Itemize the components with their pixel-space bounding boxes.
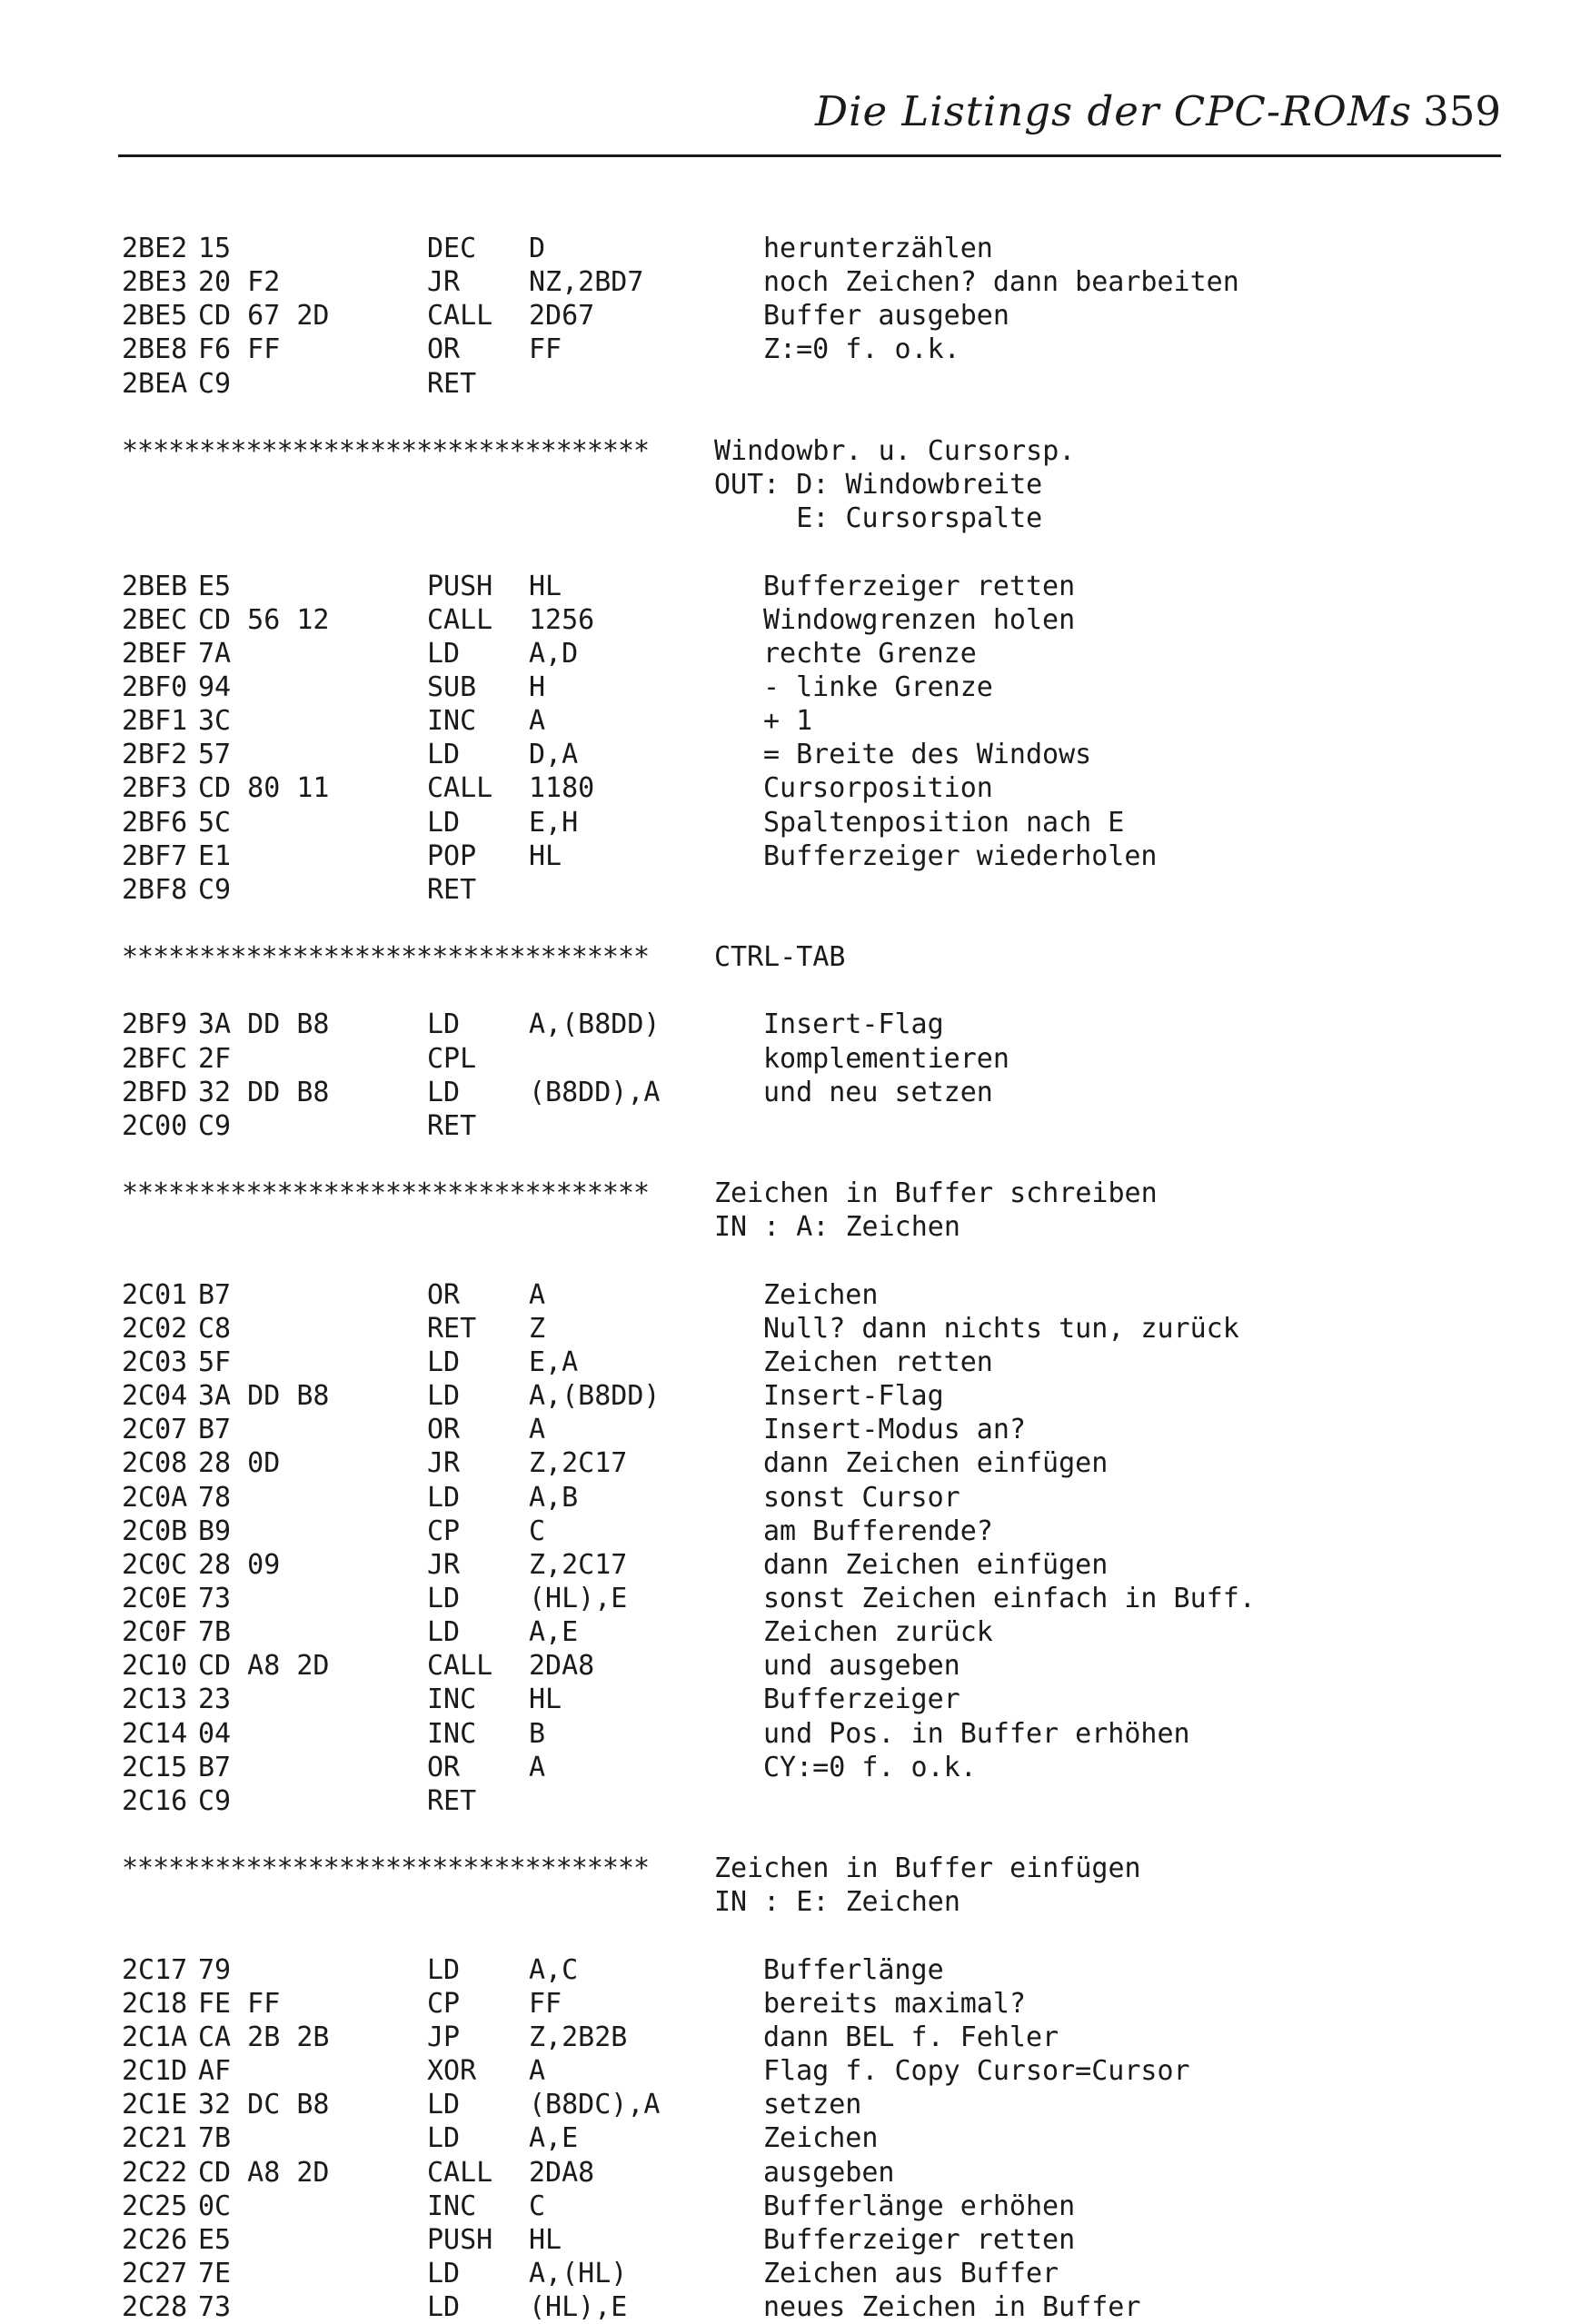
mnemonic: CALL — [427, 772, 493, 805]
comment: Bufferzeiger retten — [763, 2223, 1076, 2256]
code-line — [0, 806, 1591, 839]
mnemonic: CALL — [427, 603, 493, 636]
address: 2C16 — [122, 1784, 188, 1817]
opcode-bytes: CD A8 2D — [198, 1650, 330, 1683]
opcode-bytes: 7A — [198, 637, 232, 670]
section-header-line — [0, 1852, 1591, 1885]
opcode-bytes: 2F — [198, 1042, 232, 1075]
comment: Bufferlänge — [763, 1953, 944, 1986]
operand: D — [529, 233, 546, 264]
operand: 1256 — [529, 603, 595, 636]
comment: und ausgeben — [763, 1650, 960, 1683]
comment: ausgeben — [763, 2156, 895, 2189]
mnemonic: RET — [427, 1312, 477, 1345]
opcode-bytes: CD 67 2D — [198, 300, 330, 333]
comment: dann Zeichen einfügen — [763, 1447, 1109, 1480]
section-title: OUT: D: Windowbreite — [714, 469, 1043, 502]
comment: neues Zeichen in Buffer — [763, 2291, 1141, 2324]
mnemonic: LD — [427, 1380, 461, 1413]
code-line — [0, 2156, 1591, 2190]
mnemonic: LD — [427, 1076, 461, 1108]
operand: A — [529, 2055, 546, 2088]
operand: D,A — [529, 739, 579, 771]
mnemonic: POP — [427, 839, 477, 872]
mnemonic: LD — [427, 739, 461, 771]
section-header-line — [0, 502, 1591, 535]
operand: A,E — [529, 2122, 579, 2155]
comment: und neu setzen — [763, 1076, 993, 1108]
mnemonic: LD — [427, 1583, 461, 1614]
opcode-bytes: 5C — [198, 806, 232, 839]
operand: 2D67 — [529, 300, 595, 333]
mnemonic: SUB — [427, 670, 477, 703]
code-line — [0, 704, 1591, 738]
address: 2BEA — [122, 367, 188, 400]
section-title: Zeichen in Buffer einfügen — [714, 1852, 1141, 1885]
operand: Z,2C17 — [529, 1548, 628, 1581]
opcode-bytes: B9 — [198, 1515, 232, 1547]
code-line — [0, 232, 1591, 265]
code-line — [0, 570, 1591, 603]
comment: Insert-Flag — [763, 1380, 944, 1413]
mnemonic: INC — [427, 1683, 477, 1716]
mnemonic: CALL — [427, 1650, 493, 1683]
section-title: Zeichen in Buffer schreiben — [714, 1177, 1158, 1210]
opcode-bytes: CD 80 11 — [198, 772, 330, 805]
address: 2C0E — [122, 1583, 188, 1614]
operand: HL — [529, 2223, 562, 2256]
address: 2BE5 — [122, 300, 188, 333]
comment: Bufferzeiger retten — [763, 570, 1076, 602]
mnemonic: LD — [427, 2089, 461, 2121]
mnemonic: CP — [427, 1515, 461, 1547]
code-line — [0, 839, 1591, 873]
section-header-line — [0, 1177, 1591, 1210]
section-header-line — [0, 434, 1591, 468]
operand: A — [529, 1751, 546, 1783]
code-line — [0, 2290, 1591, 2324]
opcode-bytes: AF — [198, 2055, 232, 2088]
address: 2C1A — [122, 2021, 188, 2053]
opcode-bytes: C9 — [198, 1109, 232, 1142]
code-line — [0, 1751, 1591, 1784]
code-line — [0, 333, 1591, 366]
address: 2C08 — [122, 1447, 188, 1480]
section-header-line — [0, 940, 1591, 974]
page-header — [118, 87, 1501, 160]
opcode-bytes: 04 — [198, 1717, 232, 1750]
operand: NZ,2BD7 — [529, 266, 644, 299]
code-line — [0, 367, 1591, 401]
opcode-bytes: C9 — [198, 873, 232, 906]
opcode-bytes: 79 — [198, 1953, 232, 1986]
opcode-bytes: 7E — [198, 2258, 232, 2289]
mnemonic: CALL — [427, 2156, 493, 2189]
opcode-bytes: 15 — [198, 233, 232, 264]
comment: komplementieren — [763, 1042, 1009, 1075]
page-number: 359 — [1423, 87, 1501, 135]
address: 2C07 — [122, 1414, 188, 1446]
address: 2BF3 — [122, 772, 188, 805]
opcode-bytes: 28 0D — [198, 1447, 281, 1480]
comment: sonst Zeichen einfach in Buff. — [763, 1583, 1256, 1614]
comment: Zeichen — [763, 1278, 879, 1311]
comment: Bufferzeiger — [763, 1683, 960, 1716]
address: 2BF0 — [122, 670, 188, 703]
mnemonic: OR — [427, 1278, 461, 1311]
operand: E,H — [529, 806, 579, 839]
address: 2C0C — [122, 1548, 188, 1581]
opcode-bytes: 78 — [198, 1481, 232, 1514]
mnemonic: LD — [427, 1346, 461, 1378]
operand: 2DA8 — [529, 2156, 595, 2189]
operand: 1180 — [529, 772, 595, 805]
address: 2C18 — [122, 1987, 188, 2020]
code-line — [0, 1042, 1591, 1076]
opcode-bytes: C9 — [198, 367, 232, 400]
mnemonic: LD — [427, 806, 461, 839]
address: 2C14 — [122, 1717, 188, 1750]
code-line — [0, 1278, 1591, 1312]
operand: A,D — [529, 637, 579, 670]
opcode-bytes: 20 F2 — [198, 266, 281, 299]
code-line — [0, 1548, 1591, 1582]
code-line — [0, 1987, 1591, 2021]
address: 2BE2 — [122, 233, 188, 264]
comment: Null? dann nichts tun, zurück — [763, 1312, 1239, 1345]
code-line — [0, 2088, 1591, 2121]
opcode-bytes: 73 — [198, 1583, 232, 1614]
address: 2C25 — [122, 2190, 188, 2222]
opcode-bytes: 0C — [198, 2190, 232, 2222]
code-line — [0, 1615, 1591, 1649]
code-line — [0, 1683, 1591, 1716]
operand: FF — [529, 333, 562, 366]
comment: Buffer ausgeben — [763, 300, 1009, 333]
code-line — [0, 1076, 1591, 1109]
address: 2C0A — [122, 1481, 188, 1514]
header-rule — [118, 154, 1501, 157]
opcode-bytes: F6 FF — [198, 333, 281, 366]
mnemonic: INC — [427, 2190, 477, 2222]
address: 2C01 — [122, 1278, 188, 1311]
operand: A,(B8DD) — [529, 1008, 661, 1041]
address: 2C0B — [122, 1515, 188, 1547]
code-line — [0, 1346, 1591, 1379]
operand: A — [529, 705, 546, 738]
section-title: CTRL-TAB — [714, 941, 846, 974]
separator-stars: ********************************** — [122, 434, 650, 467]
code-line — [0, 1717, 1591, 1751]
operand: Z,2C17 — [529, 1447, 628, 1480]
comment: rechte Grenze — [763, 637, 977, 670]
mnemonic: RET — [427, 873, 477, 906]
comment: setzen — [763, 2089, 862, 2121]
separator-stars: ********************************** — [122, 941, 650, 974]
mnemonic: LD — [427, 1008, 461, 1041]
opcode-bytes: 73 — [198, 2291, 232, 2324]
operand: (B8DC),A — [529, 2089, 661, 2121]
separator-stars: ********************************** — [122, 1852, 650, 1885]
mnemonic: CPL — [427, 1042, 477, 1075]
comment: herunterzählen — [763, 233, 993, 264]
opcode-bytes: C9 — [198, 1784, 232, 1817]
address: 2C27 — [122, 2258, 188, 2289]
comment: dann BEL f. Fehler — [763, 2021, 1059, 2053]
code-line — [0, 873, 1591, 907]
address: 2BEF — [122, 637, 188, 670]
mnemonic: CP — [427, 1987, 461, 2020]
address: 2C15 — [122, 1751, 188, 1783]
running-title: Die Listings der CPC-ROMs — [815, 87, 1412, 135]
comment: - linke Grenze — [763, 670, 993, 703]
mnemonic: DEC — [427, 233, 477, 264]
mnemonic: LD — [427, 2122, 461, 2155]
address: 2BEB — [122, 570, 188, 602]
mnemonic: XOR — [427, 2055, 477, 2088]
address: 2BE3 — [122, 266, 188, 299]
section-header-line — [0, 1210, 1591, 1244]
comment: Bufferzeiger wiederholen — [763, 839, 1158, 872]
opcode-bytes: 32 DC B8 — [198, 2089, 330, 2121]
address: 2C28 — [122, 2291, 188, 2324]
mnemonic: RET — [427, 1784, 477, 1817]
opcode-bytes: FE FF — [198, 1987, 281, 2020]
opcode-bytes: 57 — [198, 739, 232, 771]
code-line — [0, 1446, 1591, 1480]
address: 2C03 — [122, 1346, 188, 1378]
comment: Zeichen zurück — [763, 1616, 993, 1649]
code-line — [0, 1784, 1591, 1818]
address: 2C0F — [122, 1616, 188, 1649]
code-line — [0, 1008, 1591, 1041]
opcode-bytes: 5F — [198, 1346, 232, 1378]
operand: Z — [529, 1312, 546, 1345]
code-line — [0, 2021, 1591, 2054]
operand: Z,2B2B — [529, 2021, 628, 2053]
operand: A,C — [529, 1953, 579, 1986]
mnemonic: INC — [427, 705, 477, 738]
code-line — [0, 1379, 1591, 1413]
code-line — [0, 299, 1591, 333]
comment: bereits maximal? — [763, 1987, 1026, 2020]
address: 2BF2 — [122, 739, 188, 771]
operand: 2DA8 — [529, 1650, 595, 1683]
code-line — [0, 2257, 1591, 2290]
address: 2BF6 — [122, 806, 188, 839]
comment: Zeichen retten — [763, 1346, 993, 1378]
code-line — [0, 265, 1591, 299]
comment: Spaltenposition nach E — [763, 806, 1125, 839]
mnemonic: OR — [427, 333, 461, 366]
code-line — [0, 2121, 1591, 2155]
code-line — [0, 2190, 1591, 2223]
comment: + 1 — [763, 705, 813, 738]
opcode-bytes: C8 — [198, 1312, 232, 1345]
operand: (B8DD),A — [529, 1076, 661, 1108]
comment: Cursorposition — [763, 772, 993, 805]
code-line — [0, 670, 1591, 704]
operand: B — [529, 1717, 546, 1750]
address: 2C17 — [122, 1953, 188, 1986]
mnemonic: LD — [427, 1953, 461, 1986]
mnemonic: RET — [427, 367, 477, 400]
mnemonic: LD — [427, 1616, 461, 1649]
comment: = Breite des Windows — [763, 739, 1092, 771]
address: 2C1E — [122, 2089, 188, 2121]
comment: CY:=0 f. o.k. — [763, 1751, 977, 1783]
operand: FF — [529, 1987, 562, 2020]
address: 2C13 — [122, 1683, 188, 1716]
opcode-bytes: B7 — [198, 1278, 232, 1311]
address: 2BF7 — [122, 839, 188, 872]
mnemonic: LD — [427, 2291, 461, 2324]
address: 2BE8 — [122, 333, 188, 366]
comment: Flag f. Copy Cursor=Cursor — [763, 2055, 1190, 2088]
mnemonic: OR — [427, 1414, 461, 1446]
opcode-bytes: B7 — [198, 1414, 232, 1446]
opcode-bytes: 3A DD B8 — [198, 1008, 330, 1041]
address: 2C26 — [122, 2223, 188, 2256]
address: 2BFD — [122, 1076, 188, 1108]
comment: und Pos. in Buffer erhöhen — [763, 1717, 1190, 1750]
comment: Bufferlänge erhöhen — [763, 2190, 1076, 2222]
comment: Insert-Flag — [763, 1008, 944, 1041]
mnemonic: CALL — [427, 300, 493, 333]
comment: am Bufferende? — [763, 1515, 993, 1547]
code-line — [0, 603, 1591, 637]
comment: Zeichen — [763, 2122, 879, 2155]
operand: HL — [529, 570, 562, 602]
opcode-bytes: B7 — [198, 1751, 232, 1783]
section-header-line — [0, 1885, 1591, 1919]
mnemonic: PUSH — [427, 2223, 493, 2256]
opcode-bytes: 3A DD B8 — [198, 1380, 330, 1413]
operand: A,(HL) — [529, 2258, 628, 2289]
comment: Insert-Modus an? — [763, 1414, 1026, 1446]
operand: (HL),E — [529, 2291, 628, 2324]
operand: E,A — [529, 1346, 579, 1378]
opcode-bytes: 7B — [198, 2122, 232, 2155]
opcode-bytes: 7B — [198, 1616, 232, 1649]
mnemonic: RET — [427, 1109, 477, 1142]
opcode-bytes: CD 56 12 — [198, 603, 330, 636]
address: 2C02 — [122, 1312, 188, 1345]
code-line — [0, 2223, 1591, 2257]
opcode-bytes: 32 DD B8 — [198, 1076, 330, 1108]
address: 2BF9 — [122, 1008, 188, 1041]
mnemonic: JR — [427, 266, 461, 299]
opcode-bytes: 94 — [198, 670, 232, 703]
operand: A,(B8DD) — [529, 1380, 661, 1413]
section-title: IN : A: Zeichen — [714, 1211, 960, 1244]
operand: A — [529, 1278, 546, 1311]
mnemonic: JP — [427, 2021, 461, 2053]
address: 2C22 — [122, 2156, 188, 2189]
section-header-line — [0, 468, 1591, 502]
opcode-bytes: 23 — [198, 1683, 232, 1716]
operand: C — [529, 1515, 546, 1547]
operand: A,B — [529, 1481, 579, 1514]
mnemonic: JR — [427, 1447, 461, 1480]
address: 2C21 — [122, 2122, 188, 2155]
operand: H — [529, 670, 546, 703]
operand: A — [529, 1414, 546, 1446]
address: 2C1D — [122, 2055, 188, 2088]
comment: Zeichen aus Buffer — [763, 2258, 1059, 2289]
comment: dann Zeichen einfügen — [763, 1548, 1109, 1581]
mnemonic: LD — [427, 637, 461, 670]
code-line — [0, 637, 1591, 670]
code-line — [0, 1649, 1591, 1683]
code-line — [0, 1481, 1591, 1515]
section-title: Windowbr. u. Cursorsp. — [714, 434, 1076, 467]
address: 2BFC — [122, 1042, 188, 1075]
section-title: IN : E: Zeichen — [714, 1886, 960, 1919]
mnemonic: OR — [427, 1751, 461, 1783]
section-title: E: Cursorspalte — [714, 502, 1043, 535]
address: 2C04 — [122, 1380, 188, 1413]
comment: sonst Cursor — [763, 1481, 960, 1514]
mnemonic: LD — [427, 1481, 461, 1514]
code-line — [0, 1109, 1591, 1143]
opcode-bytes: 28 09 — [198, 1548, 281, 1581]
operand: C — [529, 2190, 546, 2222]
opcode-bytes: E5 — [198, 2223, 232, 2256]
code-line — [0, 738, 1591, 771]
mnemonic: INC — [427, 1717, 477, 1750]
address: 2BEC — [122, 603, 188, 636]
code-line — [0, 1953, 1591, 1987]
code-line — [0, 771, 1591, 805]
code-line — [0, 1515, 1591, 1548]
address: 2BF1 — [122, 705, 188, 738]
operand: (HL),E — [529, 1583, 628, 1614]
comment: noch Zeichen? dann bearbeiten — [763, 266, 1239, 299]
code-line — [0, 2054, 1591, 2088]
code-line — [0, 1312, 1591, 1346]
opcode-bytes: CA 2B 2B — [198, 2021, 330, 2053]
mnemonic: PUSH — [427, 570, 493, 602]
address: 2C00 — [122, 1109, 188, 1142]
operand: HL — [529, 1683, 562, 1716]
code-line — [0, 1413, 1591, 1446]
comment: Z:=0 f. o.k. — [763, 333, 960, 366]
comment: Windowgrenzen holen — [763, 603, 1076, 636]
opcode-bytes: 3C — [198, 705, 232, 738]
separator-stars: ********************************** — [122, 1177, 650, 1210]
opcode-bytes: CD A8 2D — [198, 2156, 330, 2189]
operand: A,E — [529, 1616, 579, 1649]
opcode-bytes: E5 — [198, 570, 232, 602]
operand: HL — [529, 839, 562, 872]
address: 2BF8 — [122, 873, 188, 906]
mnemonic: JR — [427, 1548, 461, 1581]
mnemonic: LD — [427, 2258, 461, 2289]
opcode-bytes: E1 — [198, 839, 232, 872]
code-line — [0, 1582, 1591, 1615]
address: 2C10 — [122, 1650, 188, 1683]
